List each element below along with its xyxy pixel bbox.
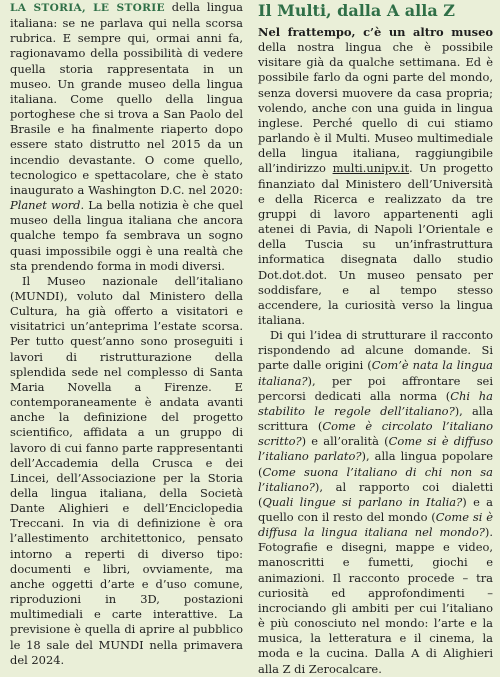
left-paragraph-2: Il Museo nazionale dell’italiano (MUNDI), voluto dal Ministero della Cultura, ha già offerto a visitatori e visitatrici un’anteprima l’estate scorsa. Per tutto quest’anno sono proseguiti i lavori di ristrutturazione della splendida sede nel complesso di Santa Maria Novella a Firenze. E contemporaneamente è andata avanti anche la definizione del progetto scientifico, affidata a un gruppo di lavoro di cui fanno parte rappresentanti dell’Accademia della Crusca e dei Lincei, dell’Associazione per la Storia della lingua italiana, della Società Dante Alighieri e dell’Enciclopedia Treccani. In via di definizione è ora l’allestimento architettonico, pensato intorno a reperti di diverso tipo: documenti e libri, ovviamente, ma anche oggetti d’arte e d’uso comune, riproduzioni in 3D, postazioni multimediali e carte interattive. La previsione è quella di aprire al pubblico le 18 sale del MUNDI nella primavera del 2024.: [10, 273, 243, 667]
right-paragraph-2: Di qui l’idea di strutturare il racconto rispondendo ad alcune domande. Si parte dalle origini (Com’è nata la lingua italiana?), per poi affrontare sei percorsi dedicati alla norma (Chi ha stabilito le regole dell’italiano?), alla scrittura (Come è circolato l’italiano scritto?) e all’oralità (Come si è diffuso l’italiano parlato?), alla lingua popolare (Come suona l’italiano di chi non sa l’italiano?), al rapporto coi dialetti (Quali lingue si parlano in Italia?) e a quello con il resto del mondo (Come si è diffusa la lingua italiana nel mondo?). Fotografie e disegni, mappe e video, manoscritti e fumetti, giochi e animazioni. Il racconto procede – tra curiosità ed approfondimenti – incrociando gli ambiti per cui l’italiano è più conosciuto nel mondo: l’arte e la musica, la letteratura e il cinema, la moda e la cucina. Dalla A di Alighieri alla Z di Zerocalcare.: [258, 328, 494, 676]
left-column: [10, 0, 243, 668]
right-paragraph-1: Nel frattempo, c’è un altro museo della nostra lingua che è possibile visitare già da qualche settimana. Ed è possibile farlo da ogni parte del mondo, senza doversi muovere da casa propria; volendo, anche con una guida in lingua inglese. Perché quello di cui stiamo parlando è il Multi. Museo multimediale della lingua italiana, raggiungibile all’indirizzo multi.unipv.it. Un progetto finanziato dal Ministero dell’Università e della Ricerca e realizzato da tre gruppi di lavoro appartenenti agli atenei di Pavia, di Napoli l’Orientale e della Tuscia su un’infrastruttura informatica disegnata dallo studio Dot.dot.dot. Un museo pensato per soddisfare, e al tempo stesso accendere, la curiosità verso la lingua italiana.: [258, 25, 493, 327]
lead-text: Nel frattempo, c’è un altro museo: [258, 25, 493, 39]
section-title: Il Multi, dalla A alla Z: [258, 1, 455, 20]
kicker: LA STORIA, LE STORIE: [10, 2, 165, 14]
left-paragraph-1: LA STORIA, LE STORIE della lingua italiana: se ne parlava qui nella scorsa rubrica. E sempre qui, ormai anni fa, ragionavamo della possibilità di vedere quella storia rappresentata in un museo. Un grande museo della lingua italiana. Come quello della lingua portoghese che si trova a San Paolo del Brasile e ha finalmente riaperto dopo essere stato distrutto nel 2015 da un incendio devastante. O come quello, tecnologico e spettacolare, che è stato inaugurato a Washington D.C. nel 2020: Planet word. La bella notizia è che quel museo della lingua italiana che ancora qualche tempo fa sembrava un sogno quasi impossibile oggi è una realtà che sta prendendo forma in modi diversi.: [10, 0, 244, 273]
right-column: [258, 0, 493, 677]
planet-word-title: Planet word: [10, 198, 81, 213]
multi-website-link[interactable]: multi.unipv.it: [332, 161, 410, 176]
